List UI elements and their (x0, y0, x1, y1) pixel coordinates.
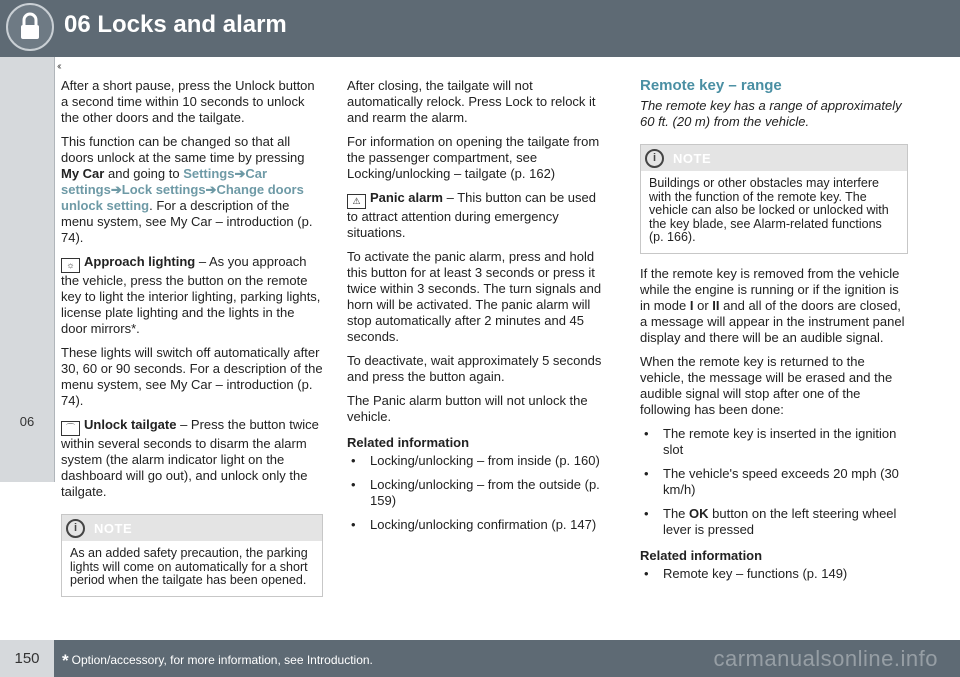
note-text: Buildings or other obstacles may interfere with the function of the remote key. The vehicle can also be locked or unlocked with the key blade, see Alarm-related functions (p. 166). (649, 176, 889, 244)
text: . For a description of the menu system, see My Car – introduction (p. 74). (61, 198, 313, 245)
approach-lighting-icon: ☼ (61, 258, 80, 273)
ignition-mode-label: I (689, 297, 694, 313)
panic-alarm-label: Panic alarm (370, 190, 443, 205)
paragraph (61, 134, 323, 246)
note-box (61, 514, 323, 597)
panic-alarm-icon: ⚠ (347, 194, 366, 209)
arrow-right-icon: ➔ (234, 166, 246, 181)
arrow-right-icon: ➔ (110, 182, 122, 197)
list-item[interactable]: • Locking/unlocking confirmation (p. 147) (347, 517, 609, 533)
text: This function can be changed so that all doors unlock at the same time by pressing (61, 134, 305, 165)
note-header (62, 515, 322, 541)
text: and all of the doors are closed, a message will appear in the instrument panel display and there will be an audible signal. (640, 297, 905, 345)
approach-lighting-label: Approach lighting (84, 254, 196, 269)
unlock-tailgate-icon: ⌒ (61, 421, 80, 436)
column-2 (347, 78, 609, 541)
conditions-list (640, 426, 908, 538)
list-item (640, 506, 908, 538)
column-3 (640, 78, 908, 590)
mycar-button-label: My Car (61, 166, 105, 181)
menu-path-item: Change doors unlock setting (61, 182, 304, 213)
note-box (640, 144, 908, 254)
lock-icon (6, 3, 54, 51)
note-title: NOTE (673, 151, 712, 166)
list-item[interactable]: • Remote key – functions (p. 149) (640, 566, 908, 582)
section-subtitle: The remote key has a range of approximately 60 ft. (20 m) from the vehicle. (640, 98, 902, 129)
text: The (663, 505, 690, 521)
paragraph: The Panic alarm button will not unlock the vehicle. (347, 393, 588, 424)
paragraph (61, 417, 323, 500)
page-title: 06 Locks and alarm (64, 11, 287, 38)
watermark: carmanualsonline.info (713, 646, 938, 671)
paragraph: For information on opening the tailgate from the passenger compartment, see Locking/unlocking – tailgate (p. 162) (347, 134, 600, 181)
menu-path-item: Settings (183, 166, 235, 181)
unlock-tailgate-label: Unlock tailgate (84, 417, 177, 432)
paragraph (61, 254, 323, 337)
back-arrows-icon[interactable]: ‹‹ (57, 61, 60, 72)
text: – Press the button twice within several seconds to disarm the alarm system (the alarm indicator light on the dashboard will go out), and unlock only the tailgate. (61, 417, 319, 499)
sidebar-divider (54, 57, 55, 482)
column-1 (61, 78, 323, 609)
note-title: NOTE (94, 521, 133, 536)
list-item: • The remote key is inserted in the ignition slot (640, 426, 908, 458)
paragraph: To activate the panic alarm, press and hold this button for at least 3 seconds or press it twice within 3 seconds. The turn signals and horn will be activated. The panic alarm will stop automatically after 2 minutes and 45 seconds. (347, 249, 602, 344)
paragraph: After closing, the tailgate will not automatically relock. Press Lock to relock it and rearm the alarm. (347, 78, 596, 125)
list-item[interactable]: • Locking/unlocking – from the outside (p. 159) (347, 477, 609, 509)
lock-icon-svg (8, 5, 52, 49)
section-title: Remote key – range (640, 77, 782, 94)
menu-path-item: Car settings (61, 166, 268, 197)
related-info-heading: Related information (347, 435, 470, 450)
note-text: As an added safety precaution, the parking lights will come on automatically for a short period when the tailgate has been opened. (70, 546, 308, 587)
info-icon: i (645, 149, 664, 168)
footnote-star: * (62, 651, 69, 670)
text: and going to (107, 166, 180, 181)
related-info-list (640, 566, 908, 582)
page-number: 150 (14, 650, 40, 667)
related-info-heading: Related information (640, 547, 763, 563)
arrow-right-icon: ➔ (205, 182, 217, 197)
list-item[interactable]: • Locking/unlocking – from inside (p. 160) (347, 453, 609, 469)
paragraph (347, 190, 609, 241)
text: or (693, 297, 713, 313)
text: – This button can be used to attract attention during emergency situations. (347, 190, 596, 240)
note-header (641, 145, 907, 171)
text: button on the left steering wheel lever is pressed (663, 505, 897, 537)
ok-button-label: OK (689, 505, 709, 521)
text: – As you approach the vehicle, press the button on the remote key to light the interior lighting, parking lights, license plate lighting and the lights in the door mirrors*. (61, 254, 321, 336)
related-info-list (347, 453, 609, 533)
list-item: • The vehicle's speed exceeds 20 mph (30 km/h) (640, 466, 908, 498)
chapter-number: 06 (19, 414, 35, 429)
ignition-mode-label: II (712, 297, 720, 313)
info-icon: i (66, 519, 85, 538)
footer-note-text: Option/accessory, for more information, see Introduction. (71, 653, 373, 667)
paragraph: To deactivate, wait approximately 5 seconds and press the button again. (347, 353, 602, 384)
footer-note (62, 651, 373, 671)
paragraph: When the remote key is returned to the vehicle, the message will be erased and the audible signal will stop after one of the following has been done: (640, 353, 893, 417)
paragraph: These lights will switch off automatically after 30, 60 or 90 seconds. For a description of the menu system, see My Car – introduction (p. 74). (61, 345, 323, 408)
menu-path-item: Lock settings (121, 182, 206, 197)
paragraph (640, 266, 908, 346)
paragraph: After a short pause, press the Unlock button a second time within 10 seconds to unlock the other doors and the tailgate. (61, 78, 315, 125)
text: If the remote key is removed from the vehicle while the engine is running or if the ignition is in mode (640, 265, 900, 313)
